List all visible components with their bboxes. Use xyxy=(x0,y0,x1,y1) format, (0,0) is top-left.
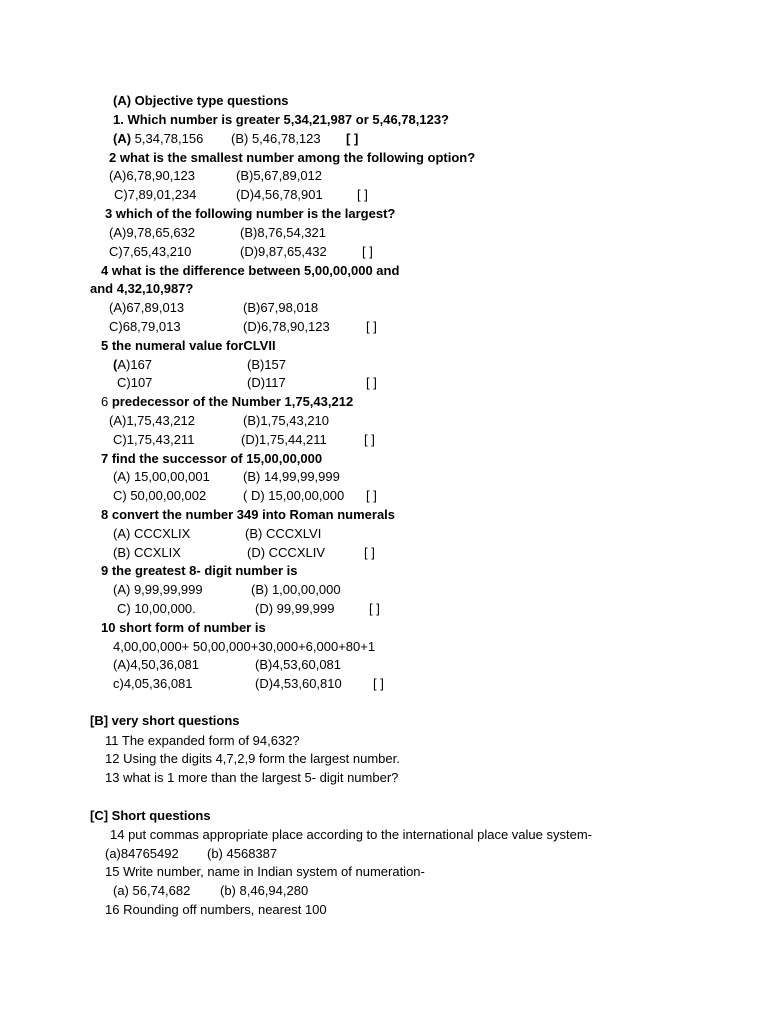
question-6-text: predecessor of the Number 1,75,43,212 xyxy=(111,394,354,409)
q10-option-c: c)4,05,36,081 xyxy=(113,676,193,691)
q10-option-d: (D)4,53,60,810 xyxy=(255,676,342,691)
q15-option-b: (b) 8,46,94,280 xyxy=(220,883,309,898)
section-a-heading: (A) Objective type questions xyxy=(113,93,289,108)
q1-answer-bracket: [ ] xyxy=(346,131,359,146)
q4-option-b: (B)67,98,018 xyxy=(243,300,319,315)
q6-option-d: (D)1,75,44,211 xyxy=(241,432,327,447)
q8-option-b: (B) CCCXLVI xyxy=(245,526,322,541)
q8-option-c: (B) CCXLIX xyxy=(113,545,181,560)
question-7-text: 7 find the successor of 15,00,00,000 xyxy=(101,451,323,466)
q15-option-a: (a) 56,74,682 xyxy=(113,883,191,898)
q5-option-d: (D)117 xyxy=(247,375,286,390)
question-1-options xyxy=(113,131,203,147)
q14-option-b: (b) 4568387 xyxy=(207,846,278,861)
q4-option-a: (A)67,89,013 xyxy=(109,300,185,315)
q9-option-c: C) 10,00,000. xyxy=(117,601,196,616)
question-13: 13 what is 1 more than the largest 5- digit number? xyxy=(105,770,399,785)
q5-option-c: C)107 xyxy=(117,375,153,390)
q6-option-c: C)1,75,43,211 xyxy=(113,432,195,447)
question-6-number: 6 xyxy=(101,394,112,409)
q7-answer-bracket: [ ] xyxy=(366,488,377,503)
q10-expression: 4,00,00,000+ 50,00,000+30,000+6,000+80+1 xyxy=(113,639,376,654)
q3-answer-bracket: [ ] xyxy=(362,244,373,259)
q8-option-d: (D) CCCXLIV xyxy=(247,545,326,560)
q14-option-a: (a)84765492 xyxy=(105,846,179,861)
q10-option-a: (A)4,50,36,081 xyxy=(113,657,200,672)
question-2-text: 2 what is the smallest number among the following option? xyxy=(109,150,476,165)
q7-option-c: C) 50,00,00,002 xyxy=(113,488,207,503)
q6-option-b: (B)1,75,43,210 xyxy=(243,413,330,428)
section-c-heading: [C] Short questions xyxy=(90,808,211,823)
q3-option-b: (B)8,76,54,321 xyxy=(240,225,327,240)
q5-option-a-paren: ( xyxy=(113,357,118,372)
q2-option-d: (D)4,56,78,901 xyxy=(236,187,323,202)
q9-option-b: (B) 1,00,00,000 xyxy=(251,582,341,597)
question-10-text: 10 short form of number is xyxy=(101,620,266,635)
q9-option-d: (D) 99,99,999 xyxy=(255,601,335,616)
q3-option-c: C)7,65,43,210 xyxy=(109,244,192,259)
q10-option-b: (B)4,53,60,081 xyxy=(255,657,342,672)
q7-option-d: ( D) 15,00,00,000 xyxy=(243,488,345,503)
q1-option-a-label: (A) xyxy=(113,131,132,146)
q5-option-a-wrap xyxy=(113,357,152,373)
question-15: 15 Write number, name in Indian system of numeration- xyxy=(105,864,425,879)
q7-option-a: (A) 15,00,00,001 xyxy=(113,469,210,484)
q7-option-b: (B) 14,99,99,999 xyxy=(243,469,340,484)
q8-answer-bracket: [ ] xyxy=(364,545,375,560)
q2-answer-bracket: [ ] xyxy=(357,187,368,202)
q2-option-a: (A)6,78,90,123 xyxy=(109,168,196,183)
question-16: 16 Rounding off numbers, nearest 100 xyxy=(105,902,327,917)
question-5-text: 5 the numeral value forCLVII xyxy=(101,338,276,353)
question-4-text-line1: 4 what is the difference between 5,00,00,000 and xyxy=(101,263,400,278)
q5-option-a: A)167 xyxy=(117,357,153,372)
q4-option-d: (D)6,78,90,123 xyxy=(243,319,330,334)
q2-option-b: (B)5,67,89,012 xyxy=(236,168,323,183)
q3-option-d: (D)9,87,65,432 xyxy=(240,244,327,259)
question-1-text: 1. Which number is greater 5,34,21,987 or 5,46,78,123? xyxy=(113,112,450,127)
q3-option-a: (A)9,78,65,632 xyxy=(109,225,196,240)
q1-option-b: (B) 5,46,78,123 xyxy=(231,131,321,146)
q1-option-a: 5,34,78,156 xyxy=(131,131,204,146)
question-11: 11 The expanded form of 94,632? xyxy=(105,733,300,748)
question-12: 12 Using the digits 4,7,2,9 form the largest number. xyxy=(105,751,400,766)
q4-answer-bracket: [ ] xyxy=(366,319,377,334)
q5-option-b: (B)157 xyxy=(247,357,287,372)
q10-answer-bracket: [ ] xyxy=(373,676,384,691)
section-b-heading: [B] very short questions xyxy=(90,713,240,728)
q9-answer-bracket: [ ] xyxy=(369,601,380,616)
question-3-text: 3 which of the following number is the largest? xyxy=(105,206,396,221)
q9-option-a: (A) 9,99,99,999 xyxy=(113,582,203,597)
q5-answer-bracket: [ ] xyxy=(366,375,377,390)
q6-option-a: (A)1,75,43,212 xyxy=(109,413,196,428)
q2-option-c: C)7,89,01,234 xyxy=(114,187,197,202)
question-6-line xyxy=(101,394,353,410)
question-14: 14 put commas appropriate place according to the international place value system- xyxy=(110,827,592,842)
q4-option-c: C)68,79,013 xyxy=(109,319,181,334)
q6-answer-bracket: [ ] xyxy=(364,432,375,447)
q8-option-a: (A) CCCXLIX xyxy=(113,526,191,541)
question-4-text-line2: and 4,32,10,987? xyxy=(90,281,194,296)
question-9-text: 9 the greatest 8- digit number is xyxy=(101,563,298,578)
question-8-text: 8 convert the number 349 into Roman numerals xyxy=(101,507,396,522)
